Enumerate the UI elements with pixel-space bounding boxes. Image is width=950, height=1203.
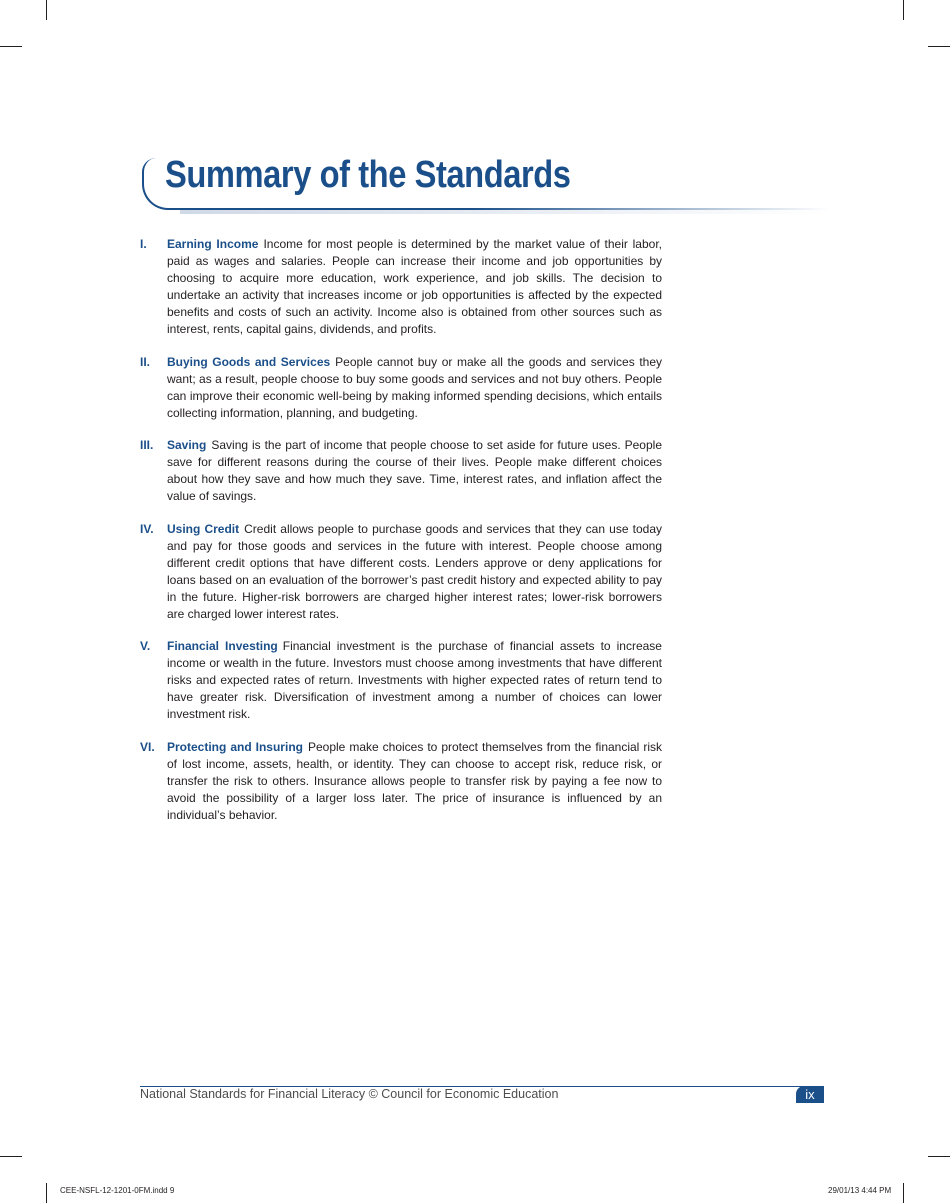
crop-mark: [46, 0, 47, 20]
standard-item: [140, 354, 662, 422]
slug-timestamp: 29/01/13 4:44 PM: [828, 1186, 892, 1195]
standard-item: [140, 638, 662, 723]
standard-description: Financial investment is the purchase of financial assets to increase income or wealth in the future. Investors must choose among investments that have different risks and expected rates of return. Investments with higher expected rates of return tend to have greater risk. Diversification of investment among a number of choices can lower investment risk.: [167, 639, 662, 721]
crop-mark: [928, 1156, 950, 1157]
standard-heading: Protecting and Insuring: [167, 739, 303, 754]
standards-list: [140, 236, 662, 839]
crop-mark: [0, 46, 22, 47]
standard-body: [167, 739, 662, 824]
standard-number: V.: [140, 639, 151, 653]
standard-number: III.: [140, 438, 154, 452]
standard-item: [140, 739, 662, 824]
page-footer: [140, 1086, 824, 1104]
standard-heading: Saving: [167, 438, 207, 452]
standard-body: [167, 236, 662, 338]
standard-item: [140, 236, 662, 338]
standard-description: Saving is the part of income that people choose to set aside for future uses. People save for different reasons during the course of their lives. People make different choices about how they save and how much they save. Time, interest rates, and inflation affect the value of savings.: [167, 438, 662, 503]
standard-description: People make choices to protect themselves from the financial risk of lost income, assets, health, or identity. They can choose to accept risk, reduce risk, or transfer the risk to others. Insurance allows people to transfer risk by paying a fee now to avoid the possibility of a larger loss later. The price of insurance is influenced by an individual’s behavior.: [167, 739, 662, 822]
title-block: [140, 150, 830, 212]
standard-number: II.: [140, 354, 151, 369]
standard-heading: Financial Investing: [167, 639, 278, 653]
standard-item: [140, 437, 662, 505]
crop-mark: [928, 46, 950, 47]
crop-mark: [903, 1183, 904, 1203]
standard-item: [140, 521, 662, 623]
standard-heading: Using Credit: [167, 521, 240, 536]
standard-description: Credit allows people to purchase goods and services that they can use today and pay for those goods and services in the future with interest. People choose among different credit options that have different costs. Lenders approve or deny applications for loans based on an evaluation of the borrower’s past credit history and expected ability to pay in the future. Higher-risk borrowers are charged higher interest rates; lower-risk borrowers are charged lower interest rates.: [167, 521, 662, 621]
standard-body: [167, 437, 662, 505]
standard-body: [167, 354, 662, 422]
standard-number: I.: [140, 237, 147, 251]
crop-mark: [46, 1183, 47, 1203]
standard-heading: Earning Income: [167, 237, 259, 251]
crop-mark: [903, 0, 904, 20]
standard-body: [167, 521, 662, 623]
footer-credit: National Standards for Financial Literacy © Council for Economic Education: [140, 1087, 559, 1101]
title-underline-shadow: [180, 210, 830, 214]
standard-heading: Buying Goods and Services: [167, 354, 331, 369]
standard-number: VI.: [140, 739, 155, 754]
page-title: Summary of the Standards: [165, 154, 571, 196]
slug-filename: CEE-NSFL-12-1201-0FM.indd 9: [60, 1186, 175, 1195]
standard-description: Income for most people is determined by the market value of their labor, paid as wages and salaries. People can increase their income and job opportunities by choosing to acquire more education, work experience, and job skills. The decision to undertake an activity that increases income or job opportunities is affected by the expected benefits and costs of such an activity. Income also is obtained from other sources such as interest, rents, capital gains, dividends, and profits.: [167, 237, 662, 336]
crop-mark: [0, 1156, 22, 1157]
standard-body: [167, 638, 662, 723]
page-number-tab: ix: [796, 1086, 824, 1103]
standard-number: IV.: [140, 521, 154, 536]
standard-description: People cannot buy or make all the goods and services they want; as a result, people choose to buy some goods and services and not buy others. People can improve their economic well-being by making informed spending decisions, which entails collecting information, planning, and budgeting.: [167, 354, 662, 420]
